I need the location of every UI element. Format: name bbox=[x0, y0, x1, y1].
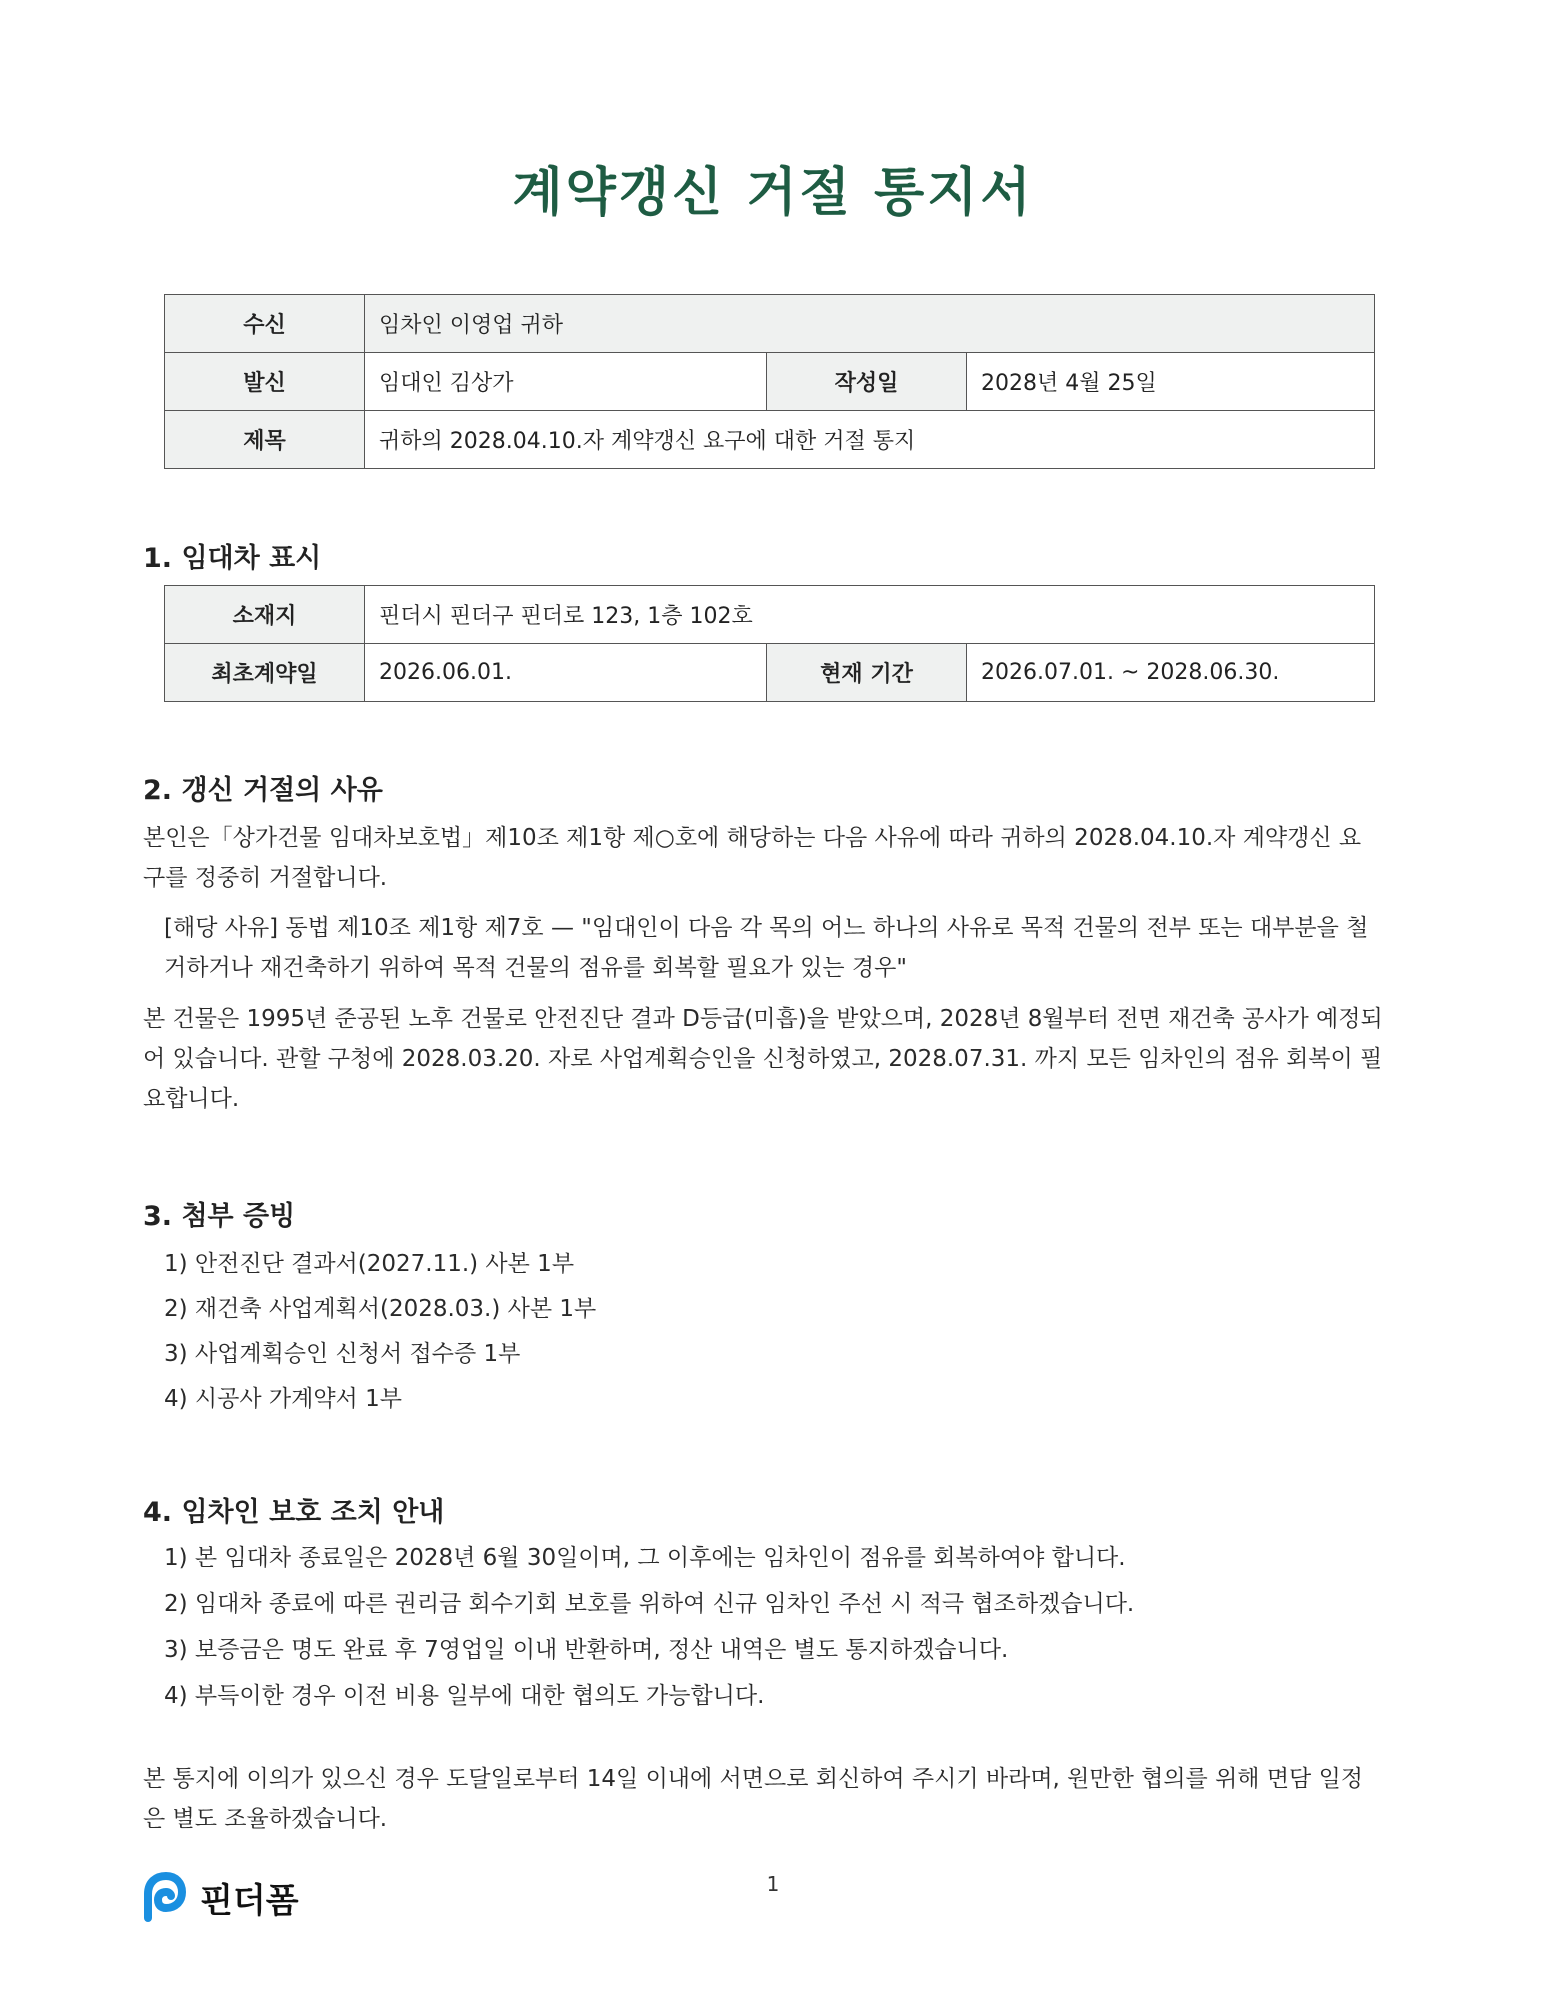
pinderform-logo-icon bbox=[142, 1872, 186, 1922]
section2-quote: [해당 사유] 동법 제10조 제1항 제7호 — "임대인이 다음 각 목의 어느 하나의 사유로 목적 건물의 전부 또는 대부분을 철거하거나 재건축하기 위하여 목적 건물의 점유를 회복할 필요가 있는 경우" bbox=[164, 915, 1369, 981]
section4-heading: 4. 임차인 보호 조치 안내 bbox=[143, 1497, 445, 1528]
protection-item: 2) 임대차 종료에 따른 권리금 회수기회 보호를 위하여 신규 임차인 주선 시 적극 협조하겠습니다. bbox=[164, 1591, 1135, 1617]
sender-label: 발신 bbox=[165, 353, 365, 411]
protection-item: 1) 본 임대차 종료일은 2028년 6월 30일이며, 그 이후에는 임차인이 점유를 회복하여야 합니다. bbox=[164, 1545, 1126, 1571]
header-info-table bbox=[164, 294, 1375, 469]
section2-paragraph1: 본인은「상가건물 임대차보호법」제10조 제1항 제○호에 해당하는 다음 사유에 따라 귀하의 2028.04.10.자 계약갱신 요구를 정중히 거절합니다. bbox=[143, 825, 1362, 891]
date-value: 2028년 4월 25일 bbox=[967, 353, 1375, 411]
section2-heading: 2. 갱신 거절의 사유 bbox=[143, 775, 383, 806]
closing-paragraph: 본 통지에 이의가 있으신 경우 도달일로부터 14일 이내에 서면으로 회신하여 주시기 바라며, 원만한 협의를 위해 면담 일정은 별도 조율하겠습니다. bbox=[143, 1766, 1364, 1832]
document-title: 계약갱신 거절 통지서 bbox=[512, 163, 1034, 223]
location-row bbox=[165, 586, 1375, 644]
first-contract-value: 2026.06.01. bbox=[365, 644, 767, 702]
pinderform-logo bbox=[142, 1872, 299, 1922]
first-contract-label: 최초계약일 bbox=[165, 644, 365, 702]
sender-row bbox=[165, 353, 1375, 411]
subject-row bbox=[165, 411, 1375, 469]
attachment-item: 4) 시공사 가계약서 1부 bbox=[164, 1386, 402, 1412]
current-period-value: 2026.07.01. ~ 2028.06.30. bbox=[967, 644, 1375, 702]
page-number: 1 bbox=[766, 1872, 780, 1896]
date-label: 작성일 bbox=[767, 353, 967, 411]
current-period-label: 현재 기간 bbox=[767, 644, 967, 702]
subject-label: 제목 bbox=[165, 411, 365, 469]
location-value: 핀더시 핀더구 핀더로 123, 1층 102호 bbox=[365, 586, 1375, 644]
recipient-value: 임차인 이영업 귀하 bbox=[365, 295, 1375, 353]
section3-heading: 3. 첨부 증빙 bbox=[143, 1201, 296, 1232]
location-label: 소재지 bbox=[165, 586, 365, 644]
lease-info-table bbox=[164, 585, 1375, 702]
attachment-item: 1) 안전진단 결과서(2027.11.) 사본 1부 bbox=[164, 1251, 575, 1277]
attachment-item: 3) 사업계획승인 신청서 접수증 1부 bbox=[164, 1341, 521, 1367]
logo-text: 핀더폼 bbox=[200, 1880, 299, 1921]
protection-item: 4) 부득이한 경우 이전 비용 일부에 대한 협의도 가능합니다. bbox=[164, 1683, 765, 1709]
section2-paragraph2: 본 건물은 1995년 준공된 노후 건물로 안전진단 결과 D등급(미흡)을 받았으며, 2028년 8월부터 전면 재건축 공사가 예정되어 있습니다. 관할 구청에 2028.03.20. 자로 사업계획승인을 신청하였고, 2028.07.31. 까지 모든 임차인의 점유 회복이 필요합니다. bbox=[143, 1006, 1383, 1112]
sender-value: 임대인 김상가 bbox=[365, 353, 767, 411]
period-row bbox=[165, 644, 1375, 702]
recipient-row bbox=[165, 295, 1375, 353]
protection-item: 3) 보증금은 명도 완료 후 7영업일 이내 반환하며, 정산 내역은 별도 통지하겠습니다. bbox=[164, 1637, 1009, 1663]
section1-heading: 1. 임대차 표시 bbox=[143, 543, 322, 574]
recipient-label: 수신 bbox=[165, 295, 365, 353]
attachment-item: 2) 재건축 사업계획서(2028.03.) 사본 1부 bbox=[164, 1296, 597, 1322]
subject-value: 귀하의 2028.04.10.자 계약갱신 요구에 대한 거절 통지 bbox=[365, 411, 1375, 469]
